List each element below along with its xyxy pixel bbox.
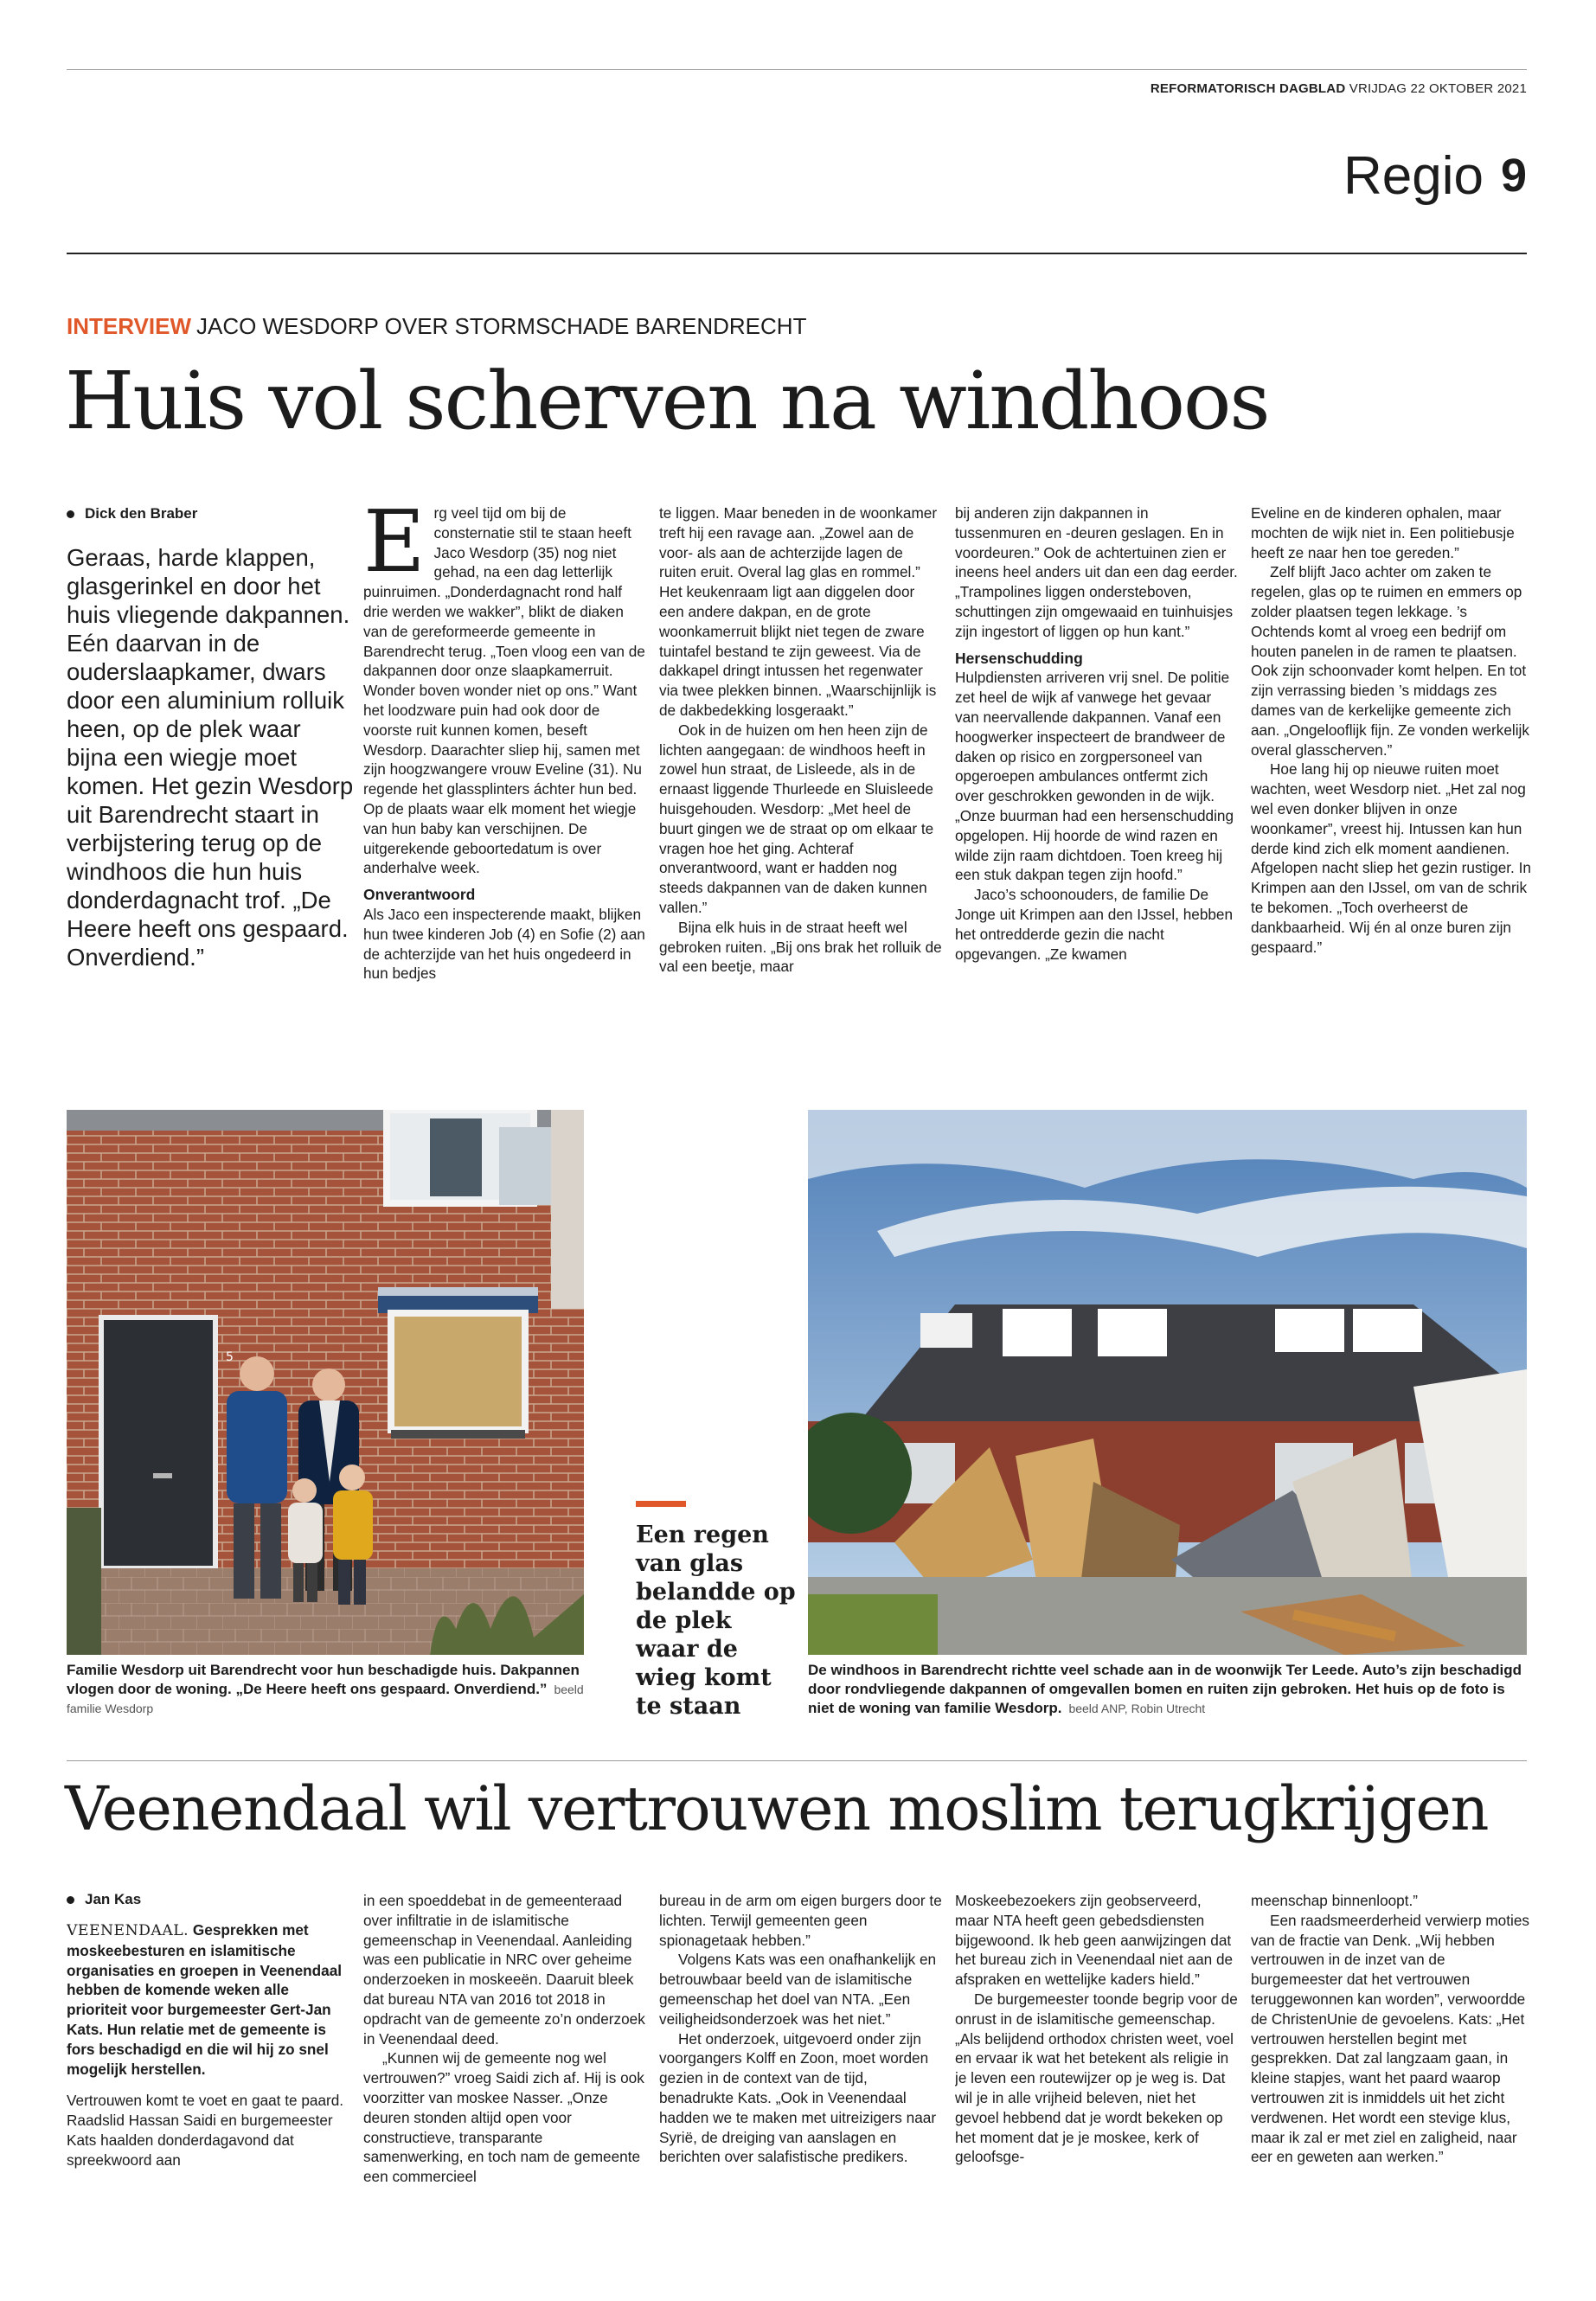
article2-column-2 (659, 1891, 942, 2272)
paragraph: Moskeebezoekers zijn geobserveerd, maar NTA heeft geen gebedsdiensten bijgewoond. Ik heb geen aanwijzingen dat het bureau zich in Veenendaal niet aan de afspraken en wettelijke kaders hield.” (955, 1892, 1234, 1989)
paragraph: Jaco’s schoonouders, de familie De Jonge uit Krimpen aan den IJssel, hebben het ontredderde gezin die nacht opgevangen. „Ze kwamen (955, 886, 1234, 963)
caption-text: Familie Wesdorp uit Barendrecht voor hun beschadigde huis. Dakpannen vlogen door de woning. „De Heere heeft ons gespaard. Onverdiend.” (67, 1662, 580, 1697)
page-number: 9 (1500, 150, 1527, 202)
paragraph: Hulpdiensten arriveren vrij snel. De politie zet heel de wijk af vanwege het gevaar van neervallende dakpannen. Vanaf een hoogwerker inspecteert de brandweer de daken op risico en zorgpersoneel van opgeroepen ambulances ontfermt zich over geschrokken gewonden in de wijk. „Onze buurman had een hersenschudding opgelopen. Hij hoorde de wind razen en wilde zijn raam dichtdoen. Toen kreeg hij een stuk dakpan tegen zijn hoofd.” (955, 669, 1234, 884)
section-title: Regio (1343, 146, 1484, 206)
headline-2: Veenendaal wil vertrouwen moslim terugkrijgen (65, 1773, 1488, 1844)
dateline: VEENENDAAL. (67, 1922, 189, 1939)
lead-paragraph (67, 1920, 349, 2079)
paragraph: Hoe lang hij op nieuwe ruiten moet wachten, weet Wesdorp niet. „Het zal nog wel even donker blijven in onze woonkamer”, vreest hij. Intussen kan hun derde kind zich elk moment aandienen. Afgelopen nacht sliep het gezin rustiger. In Krimpen aan den IJssel, om van de schrik te bekomen. „Toch overheerst de dankbaarheid. Wij én al onze buren zijn gespaard.” (1251, 760, 1531, 956)
article-column-4 (1251, 503, 1534, 1057)
paper-name: REFORMATORISCH DAGBLAD (1150, 81, 1346, 96)
paragraph: Een raadsmeerderheid verwierp moties van de fractie van Denk. „Wij hebben vertrouwen in de inzet van de burgemeester dat het vertrouwen teruggewonnen kan worden”, verwoordde de ChristenUnie de gevoelens. Kats: „Het vertrouwen herstellen begint met gesprekken. Dat zal langzaam gaan, in kleine stapjes, want het paard waarop vertrouwen zit is inmiddels uit het zicht verdwenen. Het wordt een stevige klus, maar ik zal er met ziel en zaligheid, naar eer en geweten aan werken.” (1251, 1911, 1529, 2166)
photo-family (67, 1110, 584, 1655)
byline (67, 505, 197, 522)
pullquote-accent (636, 1501, 686, 1507)
storm-damage-illustration (808, 1110, 1527, 1655)
photo-caption-storm (808, 1661, 1530, 1718)
article2-column-1 (363, 1891, 646, 2272)
article2-column-4 (1251, 1891, 1534, 2272)
author-name: Dick den Braber (85, 505, 198, 522)
article2-column-0 (67, 1920, 349, 2284)
paragraph: Als Jaco een inspecterende maakt, blijken hun twee kinderen Job (4) en Sofie (2) aan de achterzijde van het huis ongedeerd in hun bedjes (363, 905, 645, 983)
article-column-2 (659, 503, 942, 1057)
article-column-1 (363, 503, 646, 1057)
paragraph: „Kunnen wij de gemeente nog wel vertrouwen?” vroeg Saidi zich af. Hij is ook voorzitter van moskee Nasser. „Onze deuren stonden altijd open voor constructieve, transparante samenwerking, en toch nam de gemeente een commercieel (363, 2049, 644, 2186)
masthead (1151, 81, 1527, 96)
paragraph: in een spoeddebat in de gemeenteraad over infiltratie in de islamitische gemeenschap in Veenendaal. Aanleiding was een publicatie in NRC over geheime onderzoeken in moskeeën. Daaruit bleek dat bureau NTA van 2016 tot 2018 in opdracht van de gemeente zo’n onderzoek in Veenendaal deed. (363, 1892, 645, 2048)
caption-text: De windhoos in Barendrecht richtte veel schade aan in de woonwijk Ter Leede. Auto’s zijn beschadigd door rondvliegende dakpannen of omgevallen bomen en ruiten zijn gebroken. Het huis op de foto is niet de woning van familie Wesdorp. (808, 1662, 1522, 1716)
family-photo-illustration (67, 1110, 584, 1655)
paragraph: Zelf blijft Jaco achter om zaken te regelen, glas op te ruimen en emmers op zolder plaatsen tegen lekkage. ’s Ochtends komt al vroeg een bedrijf om houten panelen in de ramen te plaatsen. Ook zijn schoonvader komt helpen. En tot zijn verrassing bieden ’s middags zes dames van de kerkelijke gemeente zich aan. „Ongelooflijk fijn. Ze vonden werkelijk overal glasscherven.” (1251, 563, 1529, 759)
paragraph: Ook in de huizen om hen heen zijn de lichten aangegaan: de windhoos heeft in zowel hun straat, de Lisleede, als in de ernaast liggende Thurleede en Sluisleede huisgehouden. Wesdorp: „Met heel de buurt gingen we de straat op om elkaar te vragen hoe het ging. Achteraf onverantwoord, want er hadden nog steeds dakpannen van de daken kunnen vallen.” (659, 721, 934, 916)
article-column-3 (955, 503, 1238, 1057)
section-rule (67, 253, 1527, 254)
headline: Huis vol scherven na windhoos (65, 355, 1269, 447)
article-divider (67, 1760, 1527, 1761)
photo-credit: beeld familie Wesdorp (67, 1682, 584, 1715)
paragraph: bureau in de arm om eigen burgers door te lichten. Terwijl gemeenten geen spionagetaak hebben.” (659, 1892, 942, 1949)
drop-cap: E (363, 503, 426, 592)
paragraph: De burgemeester toonde begrip voor de onrust in de islamitische gemeenschap. „Als belijdend orthodox christen weet, voel en ervaar ik wat het betekent als religie in je leven een routewijzer op je weg is. Dat wil je in alle vrijheid beleven, niet het gevoel hebbend dat je wordt bekeken op het moment dat je je moskee, kerk of geloofsge- (955, 1990, 1238, 2166)
issue-date: VRIJDAG 22 OKTOBER 2021 (1349, 81, 1527, 96)
paragraph: rg veel tijd om bij de consternatie stil te staan heeft Jaco Wesdorp (35) nog niet gehad, na een dag letterlijk puinruimen. „Donderdagnacht rond half drie werden we wakker”, blikt de diaken van de gereformeerde gemeente in Barendrecht terug. „Toen vloog een van de dakpannen door onze slaapkamerruit. Wonder boven wonder niet op ons.” Want het loodzware puin had ook door de voorste ruit kunnen komen, beseft Wesdorp. Daarachter sliep hij, samen met zijn hoogzwangere vrouw Eveline (31). Nu regende het glassplinters áchter hun bed. Op de plaats waar elk moment het wiegje van hun baby kan verschijnen. De uitgerekende geboortedatum is over anderhalve week. (363, 504, 645, 877)
subheading: Onverantwoord (363, 886, 476, 904)
paragraph: te liggen. Maar beneden in de woonkamer treft hij een ravage aan. „Zowel aan de voor- als aan de achterzijde lagen de ruiten eruit. Overal lag glas en rommel.” Het keukenraam ligt aan diggelen door een andere dakpan, en de grote woonkamerruit blijkt niet tegen de zware tuintafel bestand te zijn geweest. Via de dakkapel dringt intussen het regenwater via twee plekken binnen. „Waarschijnlijk is de dakbedekking losgeraakt.” (659, 504, 938, 719)
pull-quote: Een regen van glas belandde op de plek waar de wieg komt te staan (636, 1522, 796, 1720)
subheading: Hersenschudding (955, 649, 1083, 667)
kicker (67, 313, 806, 340)
kicker-text: JACO WESDORP OVER STORMSCHADE BARENDRECHT (195, 313, 807, 339)
house-number: 5 (226, 1350, 234, 1364)
byline-bullet (67, 510, 74, 518)
photo-storm-damage (808, 1110, 1527, 1655)
article2-column-3 (955, 1891, 1238, 2272)
paragraph: Volgens Kats was een onafhankelijk en betrouwbaar beeld van de islamitische gemeenschap het doel van NTA. „Een veiligheidsonderzoek was het niet.” (659, 1951, 937, 2028)
paragraph: Eveline en de kinderen ophalen, maar mochten de wijk niet in. Een politiebusje heeft ze naar hen toe gereden.” (1251, 504, 1515, 561)
byline-bullet (67, 1896, 74, 1904)
photo-caption-family (67, 1661, 586, 1718)
article-intro: Geraas, harde klappen, glasgerinkel en door het huis vliegende dakpannen. Eén daarvan in de ouderslaapkamer, dwars door een aluminium rolluik heen, op de plek waar bijna een wiegje moet komen. Het gezin Wesdorp uit Barendrecht staart in verbijstering terug op de windhoos die hun huis donderdagnacht trof. „De Heere heeft ons gespaard. Onverdiend.” (67, 544, 354, 971)
paragraph: meenschap binnenloopt.” (1251, 1892, 1419, 1909)
lead-text: Gesprekken met moskeebesturen en islamitische organisaties en groepen in Veenendaal hebben de komende weken alle prioriteit voor burgemeester Gert-Jan Kats. Hun relatie met de gemeente is fors beschadigd en die wil hij zo snel mogelijk herstellen. (67, 1921, 343, 2078)
paragraph: bij anderen zijn dakpannen in tussenmuren en -deuren geslagen. En in voordeuren.” Ook de achtertuinen zien er ineens heel anders uit dan een dag eerder. „Trampolines liggen ondersteboven, schuttingen zijn omgewaaid en tuinhuisjes zijn ingestort of liggen op hun kant.” (955, 504, 1238, 640)
paragraph: Vertrouwen komt te voet en gaat te paard. Raadslid Hassan Saidi en burgemeester Kats haalden donderdagavond dat spreekwoord aan (67, 2092, 344, 2169)
top-rule (67, 69, 1527, 70)
paragraph: Het onderzoek, uitgevoerd onder zijn voorgangers Kolff en Zoon, moet worden gezien in de context van de tijd, benadrukte Kats. „Ook in Veenendaal hadden we te maken met uitreizigers naar Syrië, de dreiging van aanslagen en berichten over salafistische predikers. (659, 2029, 937, 2166)
paragraph: Bijna elk huis in de straat heeft wel gebroken ruiten. „Bij ons brak het rolluik de val een beetje, maar (659, 918, 942, 976)
author-name: Jan Kas (85, 1891, 142, 1907)
kicker-label: INTERVIEW (67, 313, 191, 339)
photo-credit: beeld ANP, Robin Utrecht (1068, 1702, 1206, 1715)
byline-2 (67, 1891, 141, 1908)
